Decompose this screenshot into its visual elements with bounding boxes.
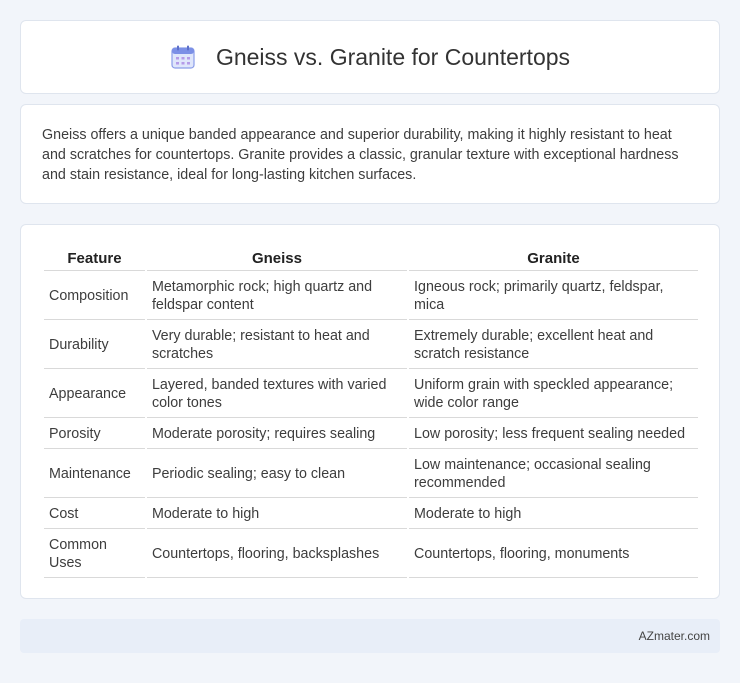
- table-row: [44, 531, 698, 578]
- header-feature: Feature: [44, 246, 145, 271]
- gneiss-cell: Very durable; resistant to heat and scratches: [147, 322, 407, 369]
- table-row: [44, 420, 698, 449]
- granite-cell: Moderate to high: [409, 500, 698, 529]
- gneiss-cell: Metamorphic rock; high quartz and feldspar content: [147, 273, 407, 320]
- table-row: [44, 500, 698, 529]
- feature-cell: Maintenance: [44, 451, 145, 498]
- table-row: [44, 371, 698, 418]
- table-row: [44, 273, 698, 320]
- table-header-row: [44, 246, 698, 271]
- gneiss-cell: Moderate to high: [147, 500, 407, 529]
- title-card: [20, 20, 720, 94]
- granite-cell: Uniform grain with speckled appearance; wide color range: [409, 371, 698, 418]
- summary-card: [20, 104, 720, 204]
- header-granite: Granite: [409, 246, 698, 271]
- granite-cell: Extremely durable; excellent heat and scratch resistance: [409, 322, 698, 369]
- feature-cell: Cost: [44, 500, 145, 529]
- table-row: [44, 451, 698, 498]
- gneiss-cell: Periodic sealing; easy to clean: [147, 451, 407, 498]
- feature-cell: Porosity: [44, 420, 145, 449]
- feature-cell: Common Uses: [44, 531, 145, 578]
- granite-cell: Low maintenance; occasional sealing recommended: [409, 451, 698, 498]
- comparison-table-card: [20, 224, 720, 599]
- title-wrap: [170, 44, 570, 71]
- header-gneiss: Gneiss: [147, 246, 407, 271]
- comparison-table: [42, 244, 700, 580]
- summary-text: Gneiss offers a unique banded appearance and superior durability, making it highly resistant to heat and scratches for countertops. Granite provides a classic, granular texture with exceptional hardness and stain resistance, ideal for long-lasting kitchen surfaces.: [42, 127, 679, 183]
- granite-cell: Igneous rock; primarily quartz, feldspar, mica: [409, 273, 698, 320]
- feature-cell: Appearance: [44, 371, 145, 418]
- footer-site-link[interactable]: AZmater.com: [638, 629, 710, 643]
- gneiss-cell: Countertops, flooring, backsplashes: [147, 531, 407, 578]
- feature-cell: Composition: [44, 273, 145, 320]
- page-title: Gneiss vs. Granite for Countertops: [215, 43, 571, 70]
- granite-cell: Low porosity; less frequent sealing needed: [409, 420, 698, 449]
- granite-cell: Countertops, flooring, monuments: [409, 531, 698, 578]
- gneiss-cell: Moderate porosity; requires sealing: [147, 420, 407, 449]
- calendar-icon: [170, 44, 196, 70]
- feature-cell: Durability: [44, 322, 145, 369]
- gneiss-cell: Layered, banded textures with varied color tones: [147, 371, 407, 418]
- table-row: [44, 322, 698, 369]
- footer: [20, 619, 720, 653]
